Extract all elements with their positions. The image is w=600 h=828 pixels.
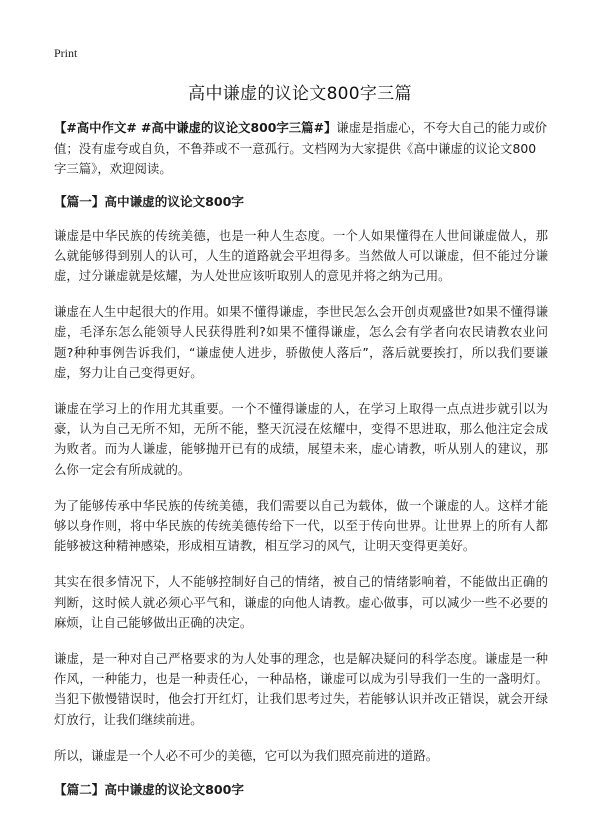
document-title: 高中谦虚的议论文800字三篇: [188, 84, 412, 104]
section-heading-2: 【篇二】高中谦虚的议论文800字: [54, 781, 245, 797]
intro-paragraph: [54, 118, 548, 180]
section-1-paragraph: 其实在很多情况下，人不能够控制好自己的情绪，被自己的情绪影响着，不能做出正确的判断，这时候人就必须心平气和，谦虚的向他人请教。虚心做事，可以减少一些不必要的麻烦，让自己能够做出正确的决定。: [54, 574, 548, 630]
print-label: Print: [54, 46, 78, 60]
intro-text: 谦虚是指虚心，不夸大自己的能力或价值；没有虚夸或自负，不鲁莽或不一意孤行。文档网为大家提供《高中谦虚的议论文800字三篇》，欢迎阅读。: [54, 120, 547, 176]
intro-tags: 【#高中作文# #高中谦虚的议论文800字三篇#】: [54, 120, 337, 135]
section-1-paragraph: 为了能够传承中华民族的传统美德，我们需要以自己为载体，做一个谦虚的人。这样才能够以身作则，将中华民族的传统美德传给下一代，以至于传向世界。让世界上的所有人都能够被这种精神感染，形成相互请教，相互学习的风气，让明天变得更美好。: [54, 497, 548, 554]
section-1-paragraph: 谦虚在人生中起很大的作用。如果不懂得谦虚，李世民怎么会开创贞观盛世?如果不懂得谦虚，毛泽东怎么能领导人民获得胜利?如果不懂得谦虚，怎么会有学者向农民请教农业问题?种种事例告诉我们，“谦虚使人进步，骄傲使人落后”，落后就要挨打，所以我们要谦虚，努力让自己变得更好。: [54, 304, 548, 380]
section-1-paragraph: 谦虚是中华民族的传统美德，也是一种人生态度。一个人如果懂得在人世间谦虚做人，那么就能够得到别人的认可，人生的道路就会平坦得多。当然做人可以谦虚，但不能过分谦虚，过分谦虚就是炫耀，为人处世应该听取别人的意见并将之纳为己用。: [54, 227, 548, 283]
section-1-paragraph: 谦虚在学习上的作用尤其重要。一个不懂得谦虚的人，在学习上取得一点点进步就引以为豪，认为自己无所不知，无所不能，整天沉浸在炫耀中，变得不思进取，那么他注定会成为败者。而为人谦虚，能够抛开已有的成绩，展望未来，虚心请教，听从别人的建议，那么你一定会有所成就的。: [54, 400, 548, 477]
section-1-paragraph: 所以，谦虚是一个人必不可少的美德，它可以为我们照亮前进的道路。: [54, 747, 439, 763]
document-body: [54, 118, 548, 814]
section-1-paragraph: 谦虚，是一种对自己严格要求的为人处事的理念，也是解决疑问的科学态度。谦虚是一种作风，一种能力，也是一种责任心，一种品格，谦虚可以成为引导我们一生的一盏明灯。当犯下傲慢错误时，他会打开红灯，让我们思考过失，若能够认识并改正错误，就会开绿灯放行，让我们继续前进。: [54, 650, 548, 727]
section-heading-1: 【篇一】高中谦虚的议论文800字: [54, 193, 245, 209]
